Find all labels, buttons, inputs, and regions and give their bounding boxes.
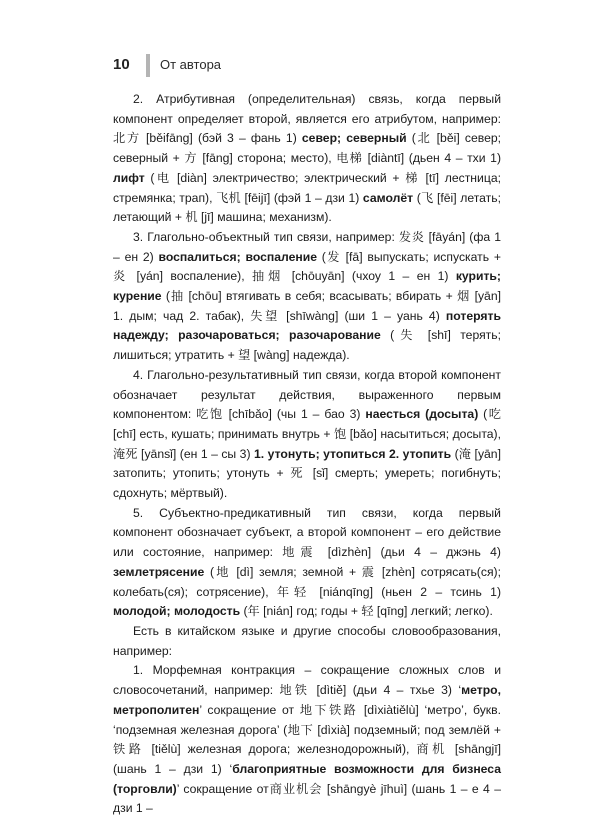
running-title: От автора (160, 57, 222, 72)
bold-translation: землетрясение (113, 564, 205, 579)
bold-translation: курить; курение (113, 269, 501, 304)
paragraph-attributive: 2. Атрибутивная (определительная) связь, когда первый компонент определяет второй, является его атрибутом, например: 北方 [běifāng] (бэй 3 – фань 1) север; северный (北 [běi] север; северный + 方 [fāng] сторона; место), 电梯 [diàntī] (дьен 4 – тхи 1) лифт (电 [diàn] электричество; электрический + 梯 [tī] лестница; стремянка; трап), 飞机 [fēijī] (фэй 1 – дзи 1) самолёт (飞 [fēi] летать; летающий + 机 [jī] машина; механизм). (113, 92, 502, 225)
paragraph-subject-predicate: 5. Субъектно-предикативный тип связи, когда первый компонент обозначает субъект, а второй компонент – его действие или состояние, например: 地震 [dìzhèn] (дьи 4 – джэнь 4) землетрясение (地 [dì] земля; земной + 震 [zhèn] сотрясать(ся); колебать(ся); сотрясение), 年轻 [niánqīng] (ньен 2 – тсинь 1) молодой; молодость (年 [nián] год; годы + 轻 [qīng] легкий; легко). (113, 505, 501, 619)
body-text (113, 90, 501, 819)
paragraph-morpheme-contraction: 1. Морфемная контракция – сокращение сложных слов и словосочетаний, например: 地铁 [dìtiě] (дьи 4 – тхье 3) ‘метро, метрополитен’ сокращение от 地下铁路 [dìxiàtiělù] ‘метро’, букв. ‘подземная железная дорога’ (地下 [dìxià] подземный; под землёй + 铁路 [tiělù] железная дорога; железнодорожный), 商机 [shāngjī] (шань 1 – дзи 1) ‘благоприятные возможности для бизнеса (торговли)’ сокращение от商业机会 [shāngyè jīhuì] (шань 1 – е 4 – дзи 1 – (113, 663, 502, 816)
paragraph-verb-result: 4. Глагольно-результативный тип связи, когда второй компонент обозначает результат действия, выраженного первым компонентом: 吃饱 [chībǎo] (чы 1 – бао 3) наесться (досыта) (吃 [chī] есть, кушать; принимать внутрь + 饱 [bǎo] насытиться; досыта), 淹死 [yānsǐ] (ен 1 – сы 3) 1. утонуть; утопиться 2. утопить (淹 [yān] затопить; утопить; утонуть + 死 [sǐ] смерть; умереть; погибнуть; сдохнуть; мёртвый). (113, 367, 501, 501)
bold-translation: 1. утонуть; утопиться 2. утопить (254, 446, 452, 461)
header-divider (146, 54, 150, 77)
bold-translation: благоприятные возможности для бизнеса (торговли) (113, 761, 502, 796)
bold-translation: лифт (113, 170, 145, 185)
bold-translation: север; северный (301, 131, 407, 146)
bold-translation: молодой; молодость (113, 604, 241, 619)
bold-translation: наесться (досыта) (365, 407, 479, 422)
bold-translation: самолёт (362, 190, 414, 205)
page-header (0, 54, 600, 78)
paragraph-other-methods: Есть в китайском языке и другие способы словообразования, например: (113, 623, 501, 658)
page-number: 10 (113, 56, 130, 73)
bold-translation: воспалиться; воспаление (158, 249, 318, 264)
bold-translation: метро, метрополитен (113, 683, 501, 717)
paragraph-verb-object: 3. Глагольно-объектный тип связи, например: 发炎 [fāyán] (фа 1 – ен 2) воспалиться; воспаление (发 [fā] выпускать; испускать + 炎 [yán] воспаление), 抽烟 [chōuyān] (чхоу 1 – ен 1) курить; курение (抽 [chōu] втягивать в себя; всасывать; вбирать + 烟 [yān] 1. дым; чад 2. табак), 失望 [shīwàng] (ши 1 – уань 4) потерять надежду; разочароваться; разочарование (失 [shī] терять; лишиться; утратить + 望 [wàng] надежда). (113, 229, 502, 363)
bold-translation: потерять надежду; разочароваться; разочарование (113, 308, 501, 343)
